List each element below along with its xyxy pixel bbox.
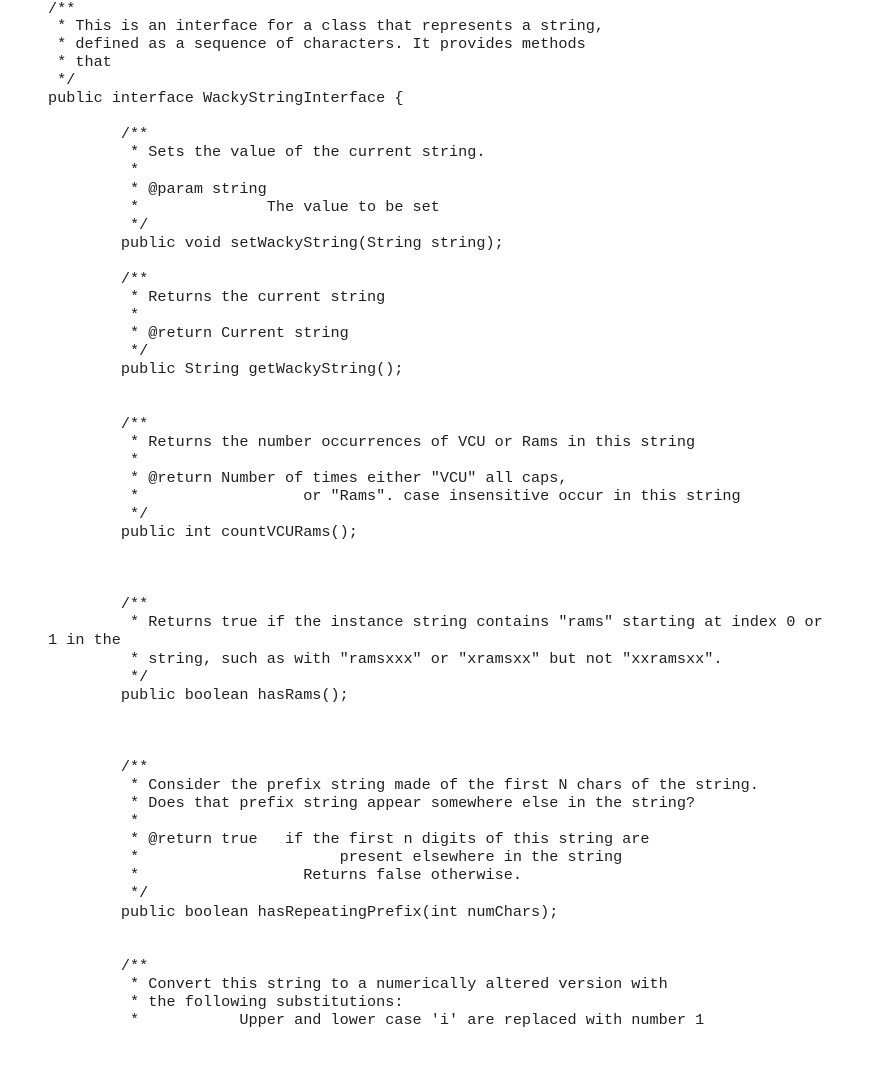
code-line: */	[48, 884, 149, 902]
code-line: public void setWackyString(String string);	[48, 234, 504, 252]
code-line: public boolean hasRams();	[48, 686, 349, 704]
code-line: */	[48, 668, 149, 686]
code-line: * This is an interface for a class that represents a string,	[48, 17, 604, 35]
code-line: * Returns false otherwise.	[48, 866, 522, 884]
code-line: public int countVCURams();	[48, 523, 358, 541]
code-line: * Returns true if the instance string contains "rams" starting at index 0 or	[48, 613, 823, 631]
code-line: /**	[48, 0, 76, 18]
code-line: /**	[48, 595, 149, 613]
code-line: /**	[48, 270, 149, 288]
code-line: */	[48, 342, 149, 360]
code-line: * Returns the number occurrences of VCU or Rams in this string	[48, 433, 696, 451]
code-line: * string, such as with "ramsxxx" or "xramsxx" but not "xxramsxx".	[48, 650, 723, 668]
code-line: * that	[48, 53, 112, 71]
code-line: * @return true if the first n digits of this string are	[48, 830, 650, 848]
code-line: * the following substitutions:	[48, 993, 404, 1011]
code-line: *	[48, 812, 140, 830]
code-line: public interface WackyStringInterface {	[48, 89, 404, 107]
code-line: */	[48, 505, 149, 523]
code-line: * present elsewhere in the string	[48, 848, 623, 866]
code-line: * or "Rams". case insensitive occur in this string	[48, 487, 741, 505]
code-line: * @return Current string	[48, 324, 349, 342]
code-line: /**	[48, 957, 149, 975]
code-line: public boolean hasRepeatingPrefix(int numChars);	[48, 903, 559, 921]
code-line: *	[48, 161, 140, 179]
code-line: /**	[48, 125, 149, 143]
code-line: * Consider the prefix string made of the first N chars of the string.	[48, 776, 759, 794]
code-line: * Sets the value of the current string.	[48, 143, 486, 161]
code-line: *	[48, 451, 140, 469]
code-line: */	[48, 71, 76, 89]
code-line: */	[48, 216, 149, 234]
code-line: * Does that prefix string appear somewhere else in the string?	[48, 794, 696, 812]
code-line: * Upper and lower case 'i' are replaced with number 1	[48, 1011, 705, 1029]
code-line: * Convert this string to a numerically altered version with	[48, 975, 668, 993]
code-line: * The value to be set	[48, 198, 440, 216]
code-line: public String getWackyString();	[48, 360, 404, 378]
code-line: /**	[48, 415, 149, 433]
code-line: /**	[48, 758, 149, 776]
code-line: * @return Number of times either "VCU" all caps,	[48, 469, 568, 487]
code-line: * defined as a sequence of characters. It provides methods	[48, 35, 586, 53]
code-line: *	[48, 306, 140, 324]
code-line: * @param string	[48, 180, 267, 198]
code-line: 1 in the	[48, 631, 121, 649]
code-line: * Returns the current string	[48, 288, 386, 306]
